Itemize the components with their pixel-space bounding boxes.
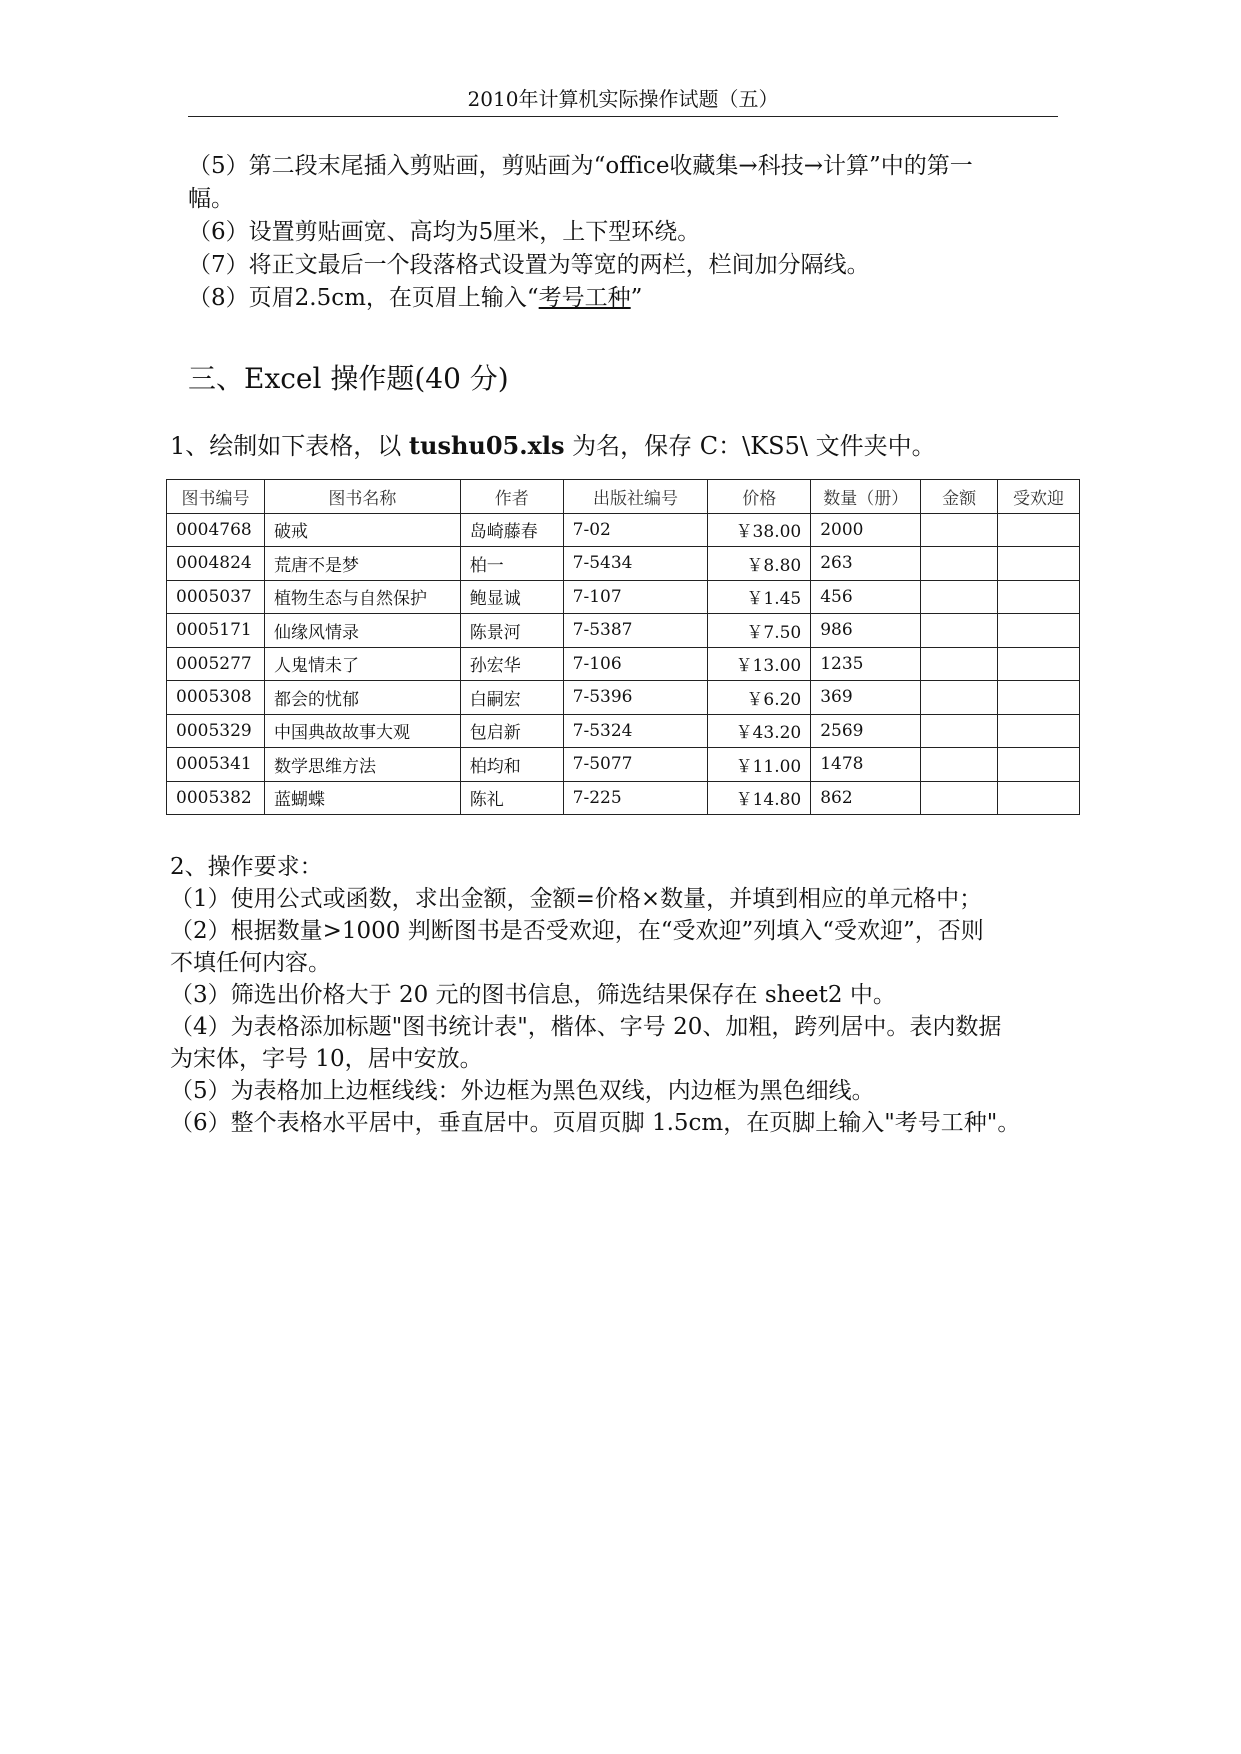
requirement-2-line-2: 不填任何内容。 (170, 950, 331, 976)
column-header: 受欢迎 (998, 480, 1080, 514)
word-item-5-line-2: 幅。 (188, 186, 234, 212)
table-cell: ￥8.80 (708, 547, 811, 581)
column-header: 出版社编号 (563, 480, 708, 514)
table-cell: 人鬼情未了 (264, 647, 460, 681)
column-header: 数量（册） (811, 480, 921, 514)
requirement-5: （5）为表格加上边框线线：外边框为黑色双线，内边框为黑色细线。 (170, 1078, 875, 1104)
requirement-4-line-2: 为宋体，字号 10，居中安放。 (170, 1046, 483, 1072)
word-item-8-prefix: （8）页眉2.5cm，在页眉上输入“ (188, 285, 539, 311)
table-cell (998, 614, 1080, 648)
table-cell: 荒唐不是梦 (264, 547, 460, 581)
table-header-row (167, 480, 1080, 514)
table-row (167, 781, 1080, 815)
column-header: 作者 (460, 480, 563, 514)
table-cell: 7-106 (563, 647, 708, 681)
table-cell (921, 580, 998, 614)
word-item-8-underlined: 考号工种 (538, 285, 631, 311)
table-cell: 陈景河 (460, 614, 563, 648)
table-cell: 都会的忧郁 (264, 681, 460, 715)
word-item-8-suffix: ” (630, 285, 643, 311)
table-cell (921, 681, 998, 715)
column-header: 图书编号 (167, 480, 265, 514)
table-cell (998, 580, 1080, 614)
table-row (167, 547, 1080, 581)
requirement-6: （6）整个表格水平居中，垂直居中。页眉页脚 1.5cm，在页脚上输入"考号工种"。 (170, 1110, 1021, 1136)
table-cell: ￥13.00 (708, 647, 811, 681)
word-item-8 (188, 283, 642, 313)
table-cell: ￥6.20 (708, 681, 811, 715)
table-cell (998, 647, 1080, 681)
table-cell: ￥11.00 (708, 748, 811, 782)
table-cell: 2569 (811, 714, 921, 748)
table-row (167, 748, 1080, 782)
table-cell: 7-5387 (563, 614, 708, 648)
task-1-suffix: 为名，保存 C：\KS5\ 文件夹中。 (564, 432, 936, 460)
table-cell: 7-5077 (563, 748, 708, 782)
table-cell: 369 (811, 681, 921, 715)
table-cell: 白嗣宏 (460, 681, 563, 715)
table-cell: 7-5324 (563, 714, 708, 748)
table-cell: 柏一 (460, 547, 563, 581)
task-1 (170, 430, 936, 462)
word-item-5-line-1: （5）第二段末尾插入剪贴画，剪贴画为“office收藏集→科技→计算”中的第一 (188, 153, 973, 179)
table-cell: ￥14.80 (708, 781, 811, 815)
requirements-title: 2、操作要求： (170, 854, 323, 880)
section-title: 三、Excel 操作题(40 分) (188, 362, 509, 395)
table-cell (921, 547, 998, 581)
table-cell: 柏均和 (460, 748, 563, 782)
table-cell (998, 748, 1080, 782)
table-cell: 2000 (811, 513, 921, 547)
table-cell (998, 714, 1080, 748)
table-cell: 陈礼 (460, 781, 563, 815)
table-cell: 鲍显诚 (460, 580, 563, 614)
table-cell: ￥38.00 (708, 513, 811, 547)
table-cell: 0005171 (167, 614, 265, 648)
table-cell: 456 (811, 580, 921, 614)
requirement-3: （3）筛选出价格大于 20 元的图书信息，筛选结果保存在 sheet2 中。 (170, 982, 896, 1008)
table-cell: 263 (811, 547, 921, 581)
table-cell (998, 547, 1080, 581)
table-cell: 7-5434 (563, 547, 708, 581)
table-cell: 破戒 (264, 513, 460, 547)
table-cell (998, 681, 1080, 715)
task-1-filename: tushu05.xls (408, 431, 565, 460)
table-cell (921, 748, 998, 782)
word-item-7: （7）将正文最后一个段落格式设置为等宽的两栏，栏间加分隔线。 (188, 252, 870, 278)
header-rule (188, 116, 1058, 117)
table-row (167, 580, 1080, 614)
table-cell: 0005329 (167, 714, 265, 748)
table-cell: 986 (811, 614, 921, 648)
column-header: 价格 (708, 480, 811, 514)
table-cell (998, 513, 1080, 547)
table-cell: 1235 (811, 647, 921, 681)
table-cell (921, 513, 998, 547)
table-cell: ￥43.20 (708, 714, 811, 748)
page-header: 2010年计算机实际操作试题（五） (467, 87, 779, 111)
task-1-prefix: 1、绘制如下表格，以 (170, 432, 409, 460)
table-row (167, 614, 1080, 648)
table-cell: 7-02 (563, 513, 708, 547)
table-cell: 植物生态与自然保护 (264, 580, 460, 614)
table-cell: 中国典故故事大观 (264, 714, 460, 748)
table-cell: 7-107 (563, 580, 708, 614)
requirement-1: （1）使用公式或函数，求出金额，金额=价格×数量，并填到相应的单元格中； (170, 886, 983, 912)
table-cell: 7-5396 (563, 681, 708, 715)
table-row (167, 647, 1080, 681)
table-cell: 7-225 (563, 781, 708, 815)
table-row (167, 513, 1080, 547)
table-cell: 数学思维方法 (264, 748, 460, 782)
column-header: 图书名称 (264, 480, 460, 514)
table-cell: 蓝蝴蝶 (264, 781, 460, 815)
table-cell: 0004768 (167, 513, 265, 547)
table-cell: 0005341 (167, 748, 265, 782)
book-table (166, 479, 1080, 815)
table-cell: 0004824 (167, 547, 265, 581)
column-header: 金额 (921, 480, 998, 514)
table-cell: 0005037 (167, 580, 265, 614)
table-cell (921, 614, 998, 648)
table-cell: 1478 (811, 748, 921, 782)
table-cell (921, 714, 998, 748)
table-cell: 岛崎藤春 (460, 513, 563, 547)
table-cell: 包启新 (460, 714, 563, 748)
table-row (167, 714, 1080, 748)
table-cell: 862 (811, 781, 921, 815)
table-cell (921, 781, 998, 815)
requirement-4-line-1: （4）为表格添加标题"图书统计表"，楷体、字号 20、加粗，跨列居中。表内数据 (170, 1014, 1002, 1040)
table-cell: 0005382 (167, 781, 265, 815)
table-cell (998, 781, 1080, 815)
table-cell: 0005308 (167, 681, 265, 715)
table-cell: ￥7.50 (708, 614, 811, 648)
word-item-6: （6）设置剪贴画宽、高均为5厘米，上下型环绕。 (188, 219, 701, 245)
table-cell: ￥1.45 (708, 580, 811, 614)
table-cell (921, 647, 998, 681)
table-cell: 0005277 (167, 647, 265, 681)
table-row (167, 681, 1080, 715)
requirement-2-line-1: （2）根据数量>1000 判断图书是否受欢迎，在“受欢迎”列填入“受欢迎”，否则 (170, 918, 984, 944)
table-cell: 孙宏华 (460, 647, 563, 681)
table-cell: 仙缘风情录 (264, 614, 460, 648)
